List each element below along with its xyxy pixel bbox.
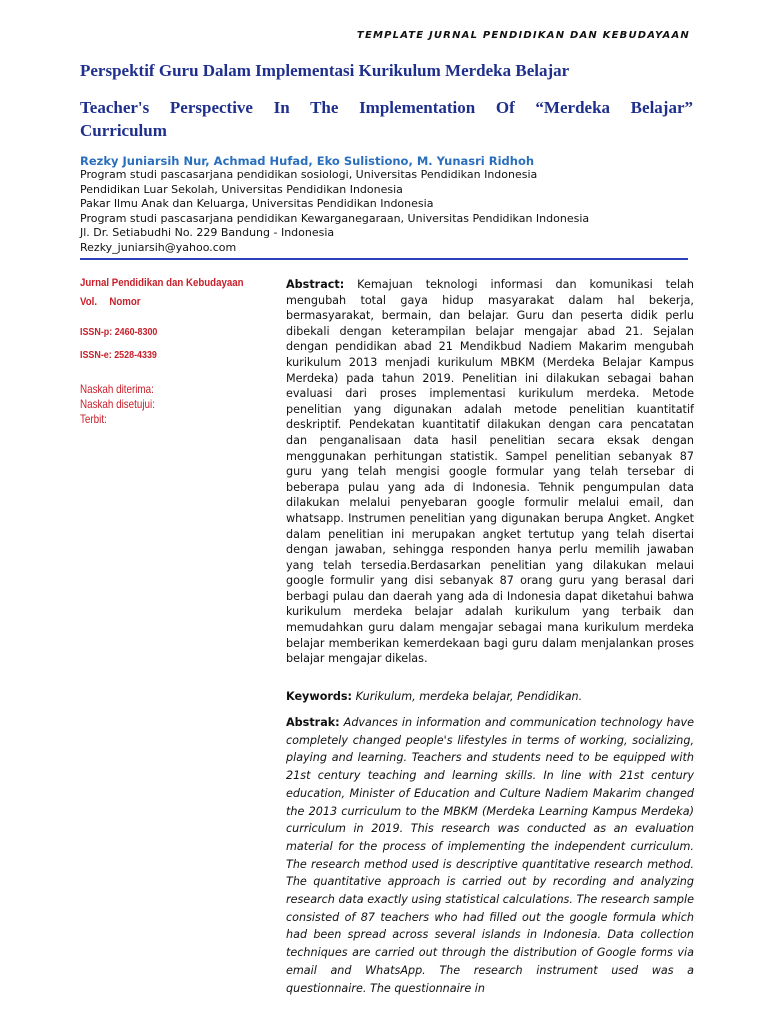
volume-number <box>80 296 141 308</box>
approved-date: Naskah disetujui: <box>80 397 155 411</box>
affiliation-line: Program studi pascasarjana pendidikan Kewarganegaraan, Universitas Pendidikan Indonesia <box>80 211 590 225</box>
keywords-label: Keywords: <box>286 690 353 703</box>
keywords-text: Kurikulum, merdeka belajar, Pendidikan. <box>355 690 583 703</box>
abstract-paragraph <box>286 277 694 667</box>
abstrak-text: Advances in information and communication technology have completely changed people's lifestyles in terms of working, socializing, playing and learning. Teachers and students need to be equipped with 21st century teaching and learning skills. In line with 21st century education, Minister of Education and Culture Nadiem Makarim changed the 2013 curriculum to the MBKM (Merdeka Learning Kampus Merdeka) curriculum in 2019. This research was conducted as an evaluation material for the process of implementing the independent curriculum. The research method used is descriptive quantitative research method. The quantitative approach is carried out by recording and analyzing research data exactly using statistical calculations. The research sample consisted of 87 teachers who had filled out the google formula which had been spread across several islands in Indonesia. Data collection techniques are carried out through the distribution of Google forms via email and WhatsApp. The research instrument used was a questionnaire. The questionnaire in <box>286 716 694 995</box>
running-head: TEMPLATE JURNAL PENDIDIKAN DAN KEBUDAYAAN <box>356 30 690 41</box>
address-line: Jl. Dr. Setiabudhi No. 229 Bandung - Indonesia <box>80 226 335 240</box>
title-indonesian: Perspektif Guru Dalam Implementasi Kurikulum Merdeka Belajar <box>80 61 570 80</box>
issn-print: ISSN-p: 2460-8300 <box>80 326 158 338</box>
abstrak-label: Abstrak: <box>286 716 340 729</box>
journal-name: Jurnal Pendidikan dan Kebudayaan <box>80 277 244 289</box>
affiliation-line: Pakar Ilmu Anak dan Keluarga, Universitas Pendidikan Indonesia <box>80 197 434 211</box>
issn-electronic: ISSN-e: 2528-4339 <box>80 349 157 361</box>
published-date: Terbit: <box>80 412 107 426</box>
abstrak-paragraph <box>286 714 694 997</box>
author-list: Rezky Juniarsih Nur, Achmad Hufad, Eko Sulistiono, M. Yunasri Ridhoh <box>80 154 535 168</box>
abstract-text: Kemajuan teknologi informasi dan komunikasi telah mengubah total gaya hidup masyarakat dalam hal bekerja, bermasyarakat, bermain, dan belajar. Guru dan peserta didik perlu dibekali dengan keterampilan belajar mengajar abad 21. Sejalan dengan pendidikan abad 21 Mendikbud Nadiem Makarim mengubah kurikulum 2013 menjadi kurikulum MBKM (Merdeka Belajar Kampus Merdeka) pada tahun 2019. Penelitian ini dilakukan sebagai bahan evaluasi dari proses implementasi kurikulum merdeka. Metode penelitian yang digunakan adalah metode penelitian kuantitatif deskriptif. Pendekatan kuantitatif dilakukan dengan cara pencatatan dan penganalisaan data hasil penelitian secara eksak dengan menggunakan perhitungan statistik. Sampel penelitian sebanyak 87 guru yang telah mengisi google formular yang telah tersebar di beberapa pulau yang ada di Indonesia. Tehnik pengumpulan data dilakukan melalui penyebaran google formulir melalui email, dan whatsapp. Instrumen penelitian yang digunakan berupa Angket. Angket dalam penelitian ini merupakan angket tertutup yang telah disertai dengan jawaban, sehingga responden hanya perlu memilih jawaban yang telah tersedia.Berdasarkan penelitian yang dilakukan melaui google formulir yang disi sebanyak 87 orang guru yang berasal dari berbagi pulau dan daerah yang ada di Indonesia dapat diketahui bahwa kurikulum merdeka belajar adalah kurikulum yang terbaik dan memudahkan guru dalam mengajar sebagai mana kurikulum merdeka belajar memberikan kemerdekaan bagi guru dalam menjalankan proses belajar mengajar dikelas. <box>286 278 694 666</box>
affiliation-line: Pendidikan Luar Sekolah, Universitas Pendidikan Indonesia <box>80 182 403 196</box>
affiliation-line: Program studi pascasarjana pendidikan sosiologi, Universitas Pendidikan Indonesia <box>80 168 538 181</box>
abstract-label: Abstract: <box>286 278 345 291</box>
title-english: Teacher's Perspective In The Implementation Of “Merdeka Belajar” Curriculum <box>80 98 693 140</box>
nomor-label: Nomor <box>109 296 141 308</box>
affiliation-block <box>80 168 700 256</box>
email-line: Rezky_juniarsih@yahoo.com <box>80 240 237 254</box>
volume-label: Vol. <box>80 296 98 308</box>
keywords-line <box>286 689 694 705</box>
header-divider <box>80 258 688 260</box>
manuscript-dates <box>80 382 155 427</box>
received-date: Naskah diterima: <box>80 382 154 396</box>
